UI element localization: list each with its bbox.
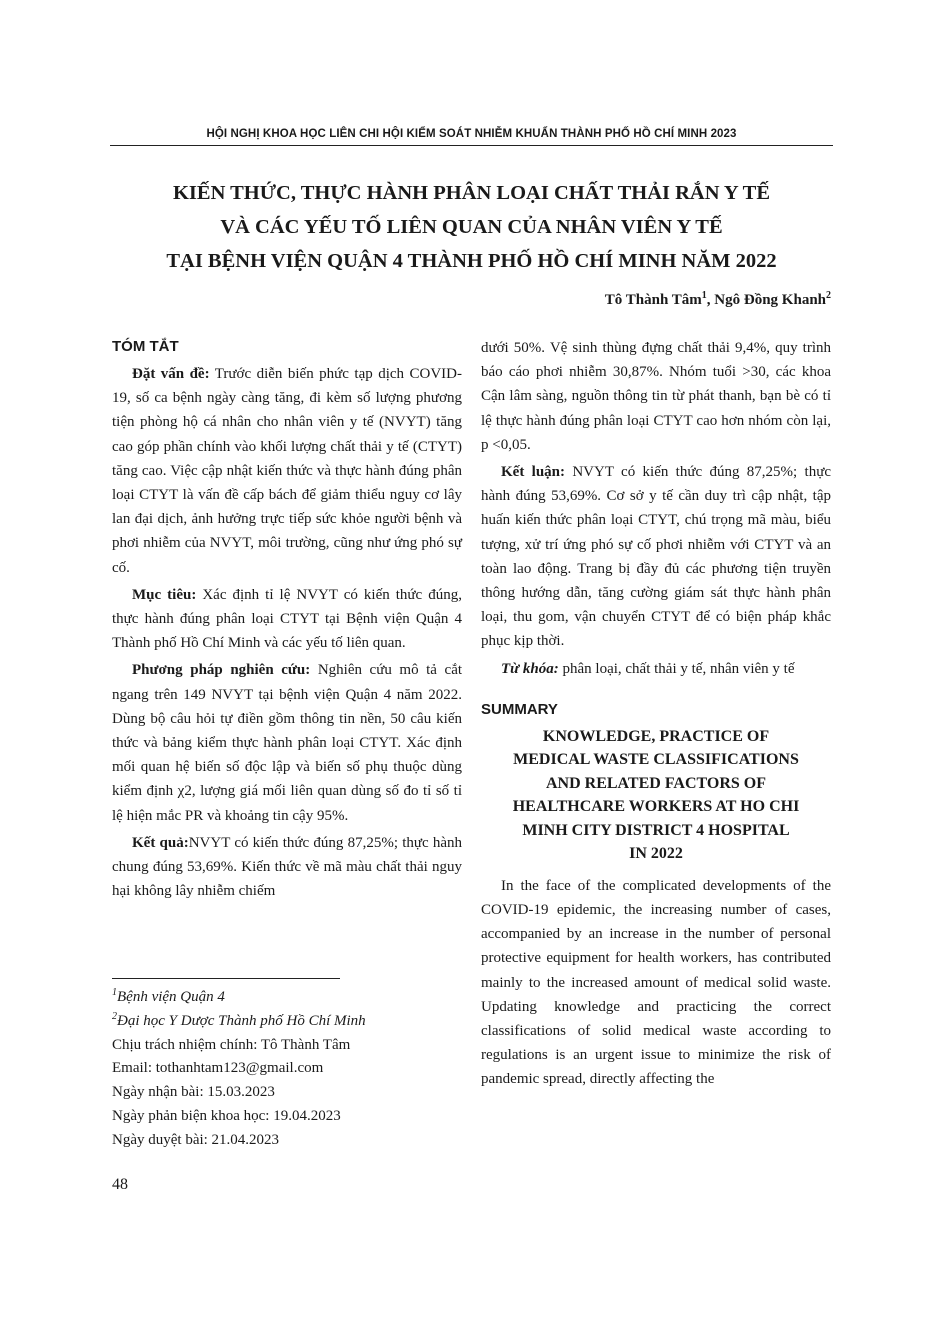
conclusion-label: Kết luận: [501, 464, 565, 481]
keywords-text: phân loại, chất thải y tế, nhân viên y tế [558, 660, 795, 677]
footnote-rule [112, 978, 340, 979]
abstract-methods [112, 658, 462, 827]
methods-text: Nghiên cứu mô tả cắt ngang trên 149 NVYT tại bệnh viện Quận 4 năm 2022. Dùng bộ câu hỏi tự điền gồm thông tin nền, 50 câu kiến thức và bảng kiểm thực hành phân loại CTYT. Xác định mối quan hệ biến số độc lập và biến số phụ thuộc dùng kiểm định χ2, lượng giá mối liên quan dùng số đo tỉ số tỉ lệ hiện mắc PR và khoảng tin cậy 95%. [112, 662, 463, 824]
affiliation-1 [112, 986, 462, 1010]
title-line-3: TẠI BỆNH VIỆN QUẬN 4 THÀNH PHỐ HỒ CHÍ MINH NĂM 2022 [166, 250, 777, 272]
footnotes [112, 986, 462, 1153]
left-column [112, 336, 462, 906]
conclusion-text: NVYT có kiến thức đúng 87,25%; thực hành đúng 53,69%. Cơ sở y tế cần duy trì cập nhật, tập huấn kiến thức phân loại CTYT, chú trọng mã màu, biểu tượng, xử trí ứng phó sự cố phơi nhiễm với CTYT và an toàn lao động. Trang bị đầy đủ các phương tiện truyền thông hướng dẫn, tăng cường giám sát thực hành phân loại, thu gom, vận chuyển CTYT để có biện pháp khắc phục kịp thời. [481, 464, 831, 650]
affiliation-2 [112, 1010, 462, 1034]
en-title-line-3: AND RELATED FACTORS OF [545, 774, 767, 792]
title-line-1: KIẾN THỨC, THỰC HÀNH PHÂN LOẠI CHẤT THẢI RẮN Y TẾ [172, 182, 771, 204]
objective-label: Mục tiêu: [132, 586, 197, 603]
en-title-line-6: IN 2022 [629, 845, 683, 863]
article-title [110, 176, 833, 278]
summary-body: In the face of the complicated developments of the COVID-19 epidemic, the increasing number of cases, accompanied by an increase in the number of personal protective equipment for health workers, has contributed mainly to the increased amount of medical solid waste. Updating knowledge and practicing the correct classifications of solid medical waste according to regulations is an urgent issue to minimize the risk of pandemic spread, directly affecting the [481, 877, 831, 1088]
header-rule [110, 145, 833, 146]
en-title-line-5: MINH CITY DISTRICT 4 HOSPITAL [522, 821, 790, 839]
title-line-2: VÀ CÁC YẾU TỐ LIÊN QUAN CỦA NHÂN VIÊN Y TẾ [220, 216, 723, 238]
page-number: 48 [112, 1176, 128, 1193]
en-title-line-2: MEDICAL WASTE CLASSIFICATIONS [513, 751, 799, 769]
abstract-background [112, 362, 462, 580]
summary-heading: SUMMARY [481, 700, 558, 718]
background-label: Đặt vấn đề: [132, 366, 210, 382]
author-2: Ngô Đồng Khanh [714, 292, 826, 308]
affiliation-1-marker: 1 [112, 987, 117, 998]
en-title-line-4: HEALTHCARE WORKERS AT HO CHI [512, 798, 800, 816]
en-title-line-1: KNOWLEDGE, PRACTICE OF [542, 727, 770, 745]
affiliation-2-marker: 2 [112, 1010, 117, 1022]
affiliation-2-text: Đại học Y Dược Thành phố Hồ Chí Minh [117, 1012, 366, 1029]
date-received: Ngày nhận bài: 15.03.2023 [112, 1084, 275, 1101]
background-text: Trước diễn biến phức tạp dịch COVID-19, số ca bệnh ngày càng tăng, đi kèm số lượng phương tiện phòng hộ cá nhân cho nhân viên y tế (NVYT) tăng cao góp phần chính vào khối lượng chất thải y tế (CTYT) tăng cao. Việc cập nhật kiến thức và thực hành đúng phân loại CTYT là vấn đề cấp bách để giảm thiểu nguy cơ lây lan đại dịch, ảnh hưởng trực tiếp sức khỏe người bệnh và phơi nhiễm của NVYT, môi trường, cũng như ứng phó sự cố. [112, 366, 462, 576]
contact-email: Email: tothanhtam123@gmail.com [112, 1060, 324, 1077]
author-1: Tô Thành Tâm [604, 292, 702, 308]
methods-label: Phương pháp nghiên cứu: [132, 662, 311, 679]
date-reviewed: Ngày phản biện khoa học: 19.04.2023 [112, 1107, 341, 1124]
running-header: HỘI NGHỊ KHOA HỌC LIÊN CHI HỘI KIỂM SOÁT NHIỄM KHUẨN THÀNH PHỐ HỒ CHÍ MINH 2023 [206, 128, 737, 140]
objective-text: Xác định tỉ lệ NVYT có kiến thức đúng, thực hành đúng phân loại CTYT tại Bệnh viện Quận 4 Thành phố Hồ Chí Minh và các yếu tố liên quan. [112, 586, 462, 652]
abstract-heading: TÓM TẮT [112, 338, 179, 355]
abstract-keywords [481, 657, 831, 681]
abstract-results-continued: dưới 50%. Vệ sinh thùng đựng chất thải 9,4%, quy trình báo cáo phơi nhiễm 30,87%. Nhóm tuổi >30, các khoa Cận lâm sàng, nguồn thông tin từ phát thanh, bạn bè có tỉ lệ thực hành đúng phân loại CTYT cao hơn nhóm còn lại, p <0,05. [481, 340, 831, 453]
results-text-start: NVYT có kiến thức đúng 87,25%; thực hành chung đúng 53,69%. Kiến thức về mã màu chất thải nguy hại không lây nhiễm chiếm [112, 834, 463, 900]
keywords-label: Từ khóa: [501, 660, 559, 677]
author-list [605, 292, 831, 309]
author-2-affiliation: 2 [826, 290, 831, 301]
corresponding-author: Chịu trách nhiệm chính: Tô Thành Tâm [112, 1036, 351, 1053]
abstract-objective [112, 583, 462, 656]
author-separator: , [706, 292, 715, 308]
author-1-affiliation: 1 [701, 290, 707, 301]
results-label: Kết quả: [132, 834, 189, 851]
english-title [481, 725, 831, 866]
affiliation-1-text: Bệnh viện Quận 4 [117, 989, 225, 1005]
abstract-conclusion [481, 460, 831, 654]
abstract-results [112, 831, 462, 904]
date-accepted: Ngày duyệt bài: 21.04.2023 [112, 1131, 280, 1148]
right-column [481, 336, 831, 1095]
